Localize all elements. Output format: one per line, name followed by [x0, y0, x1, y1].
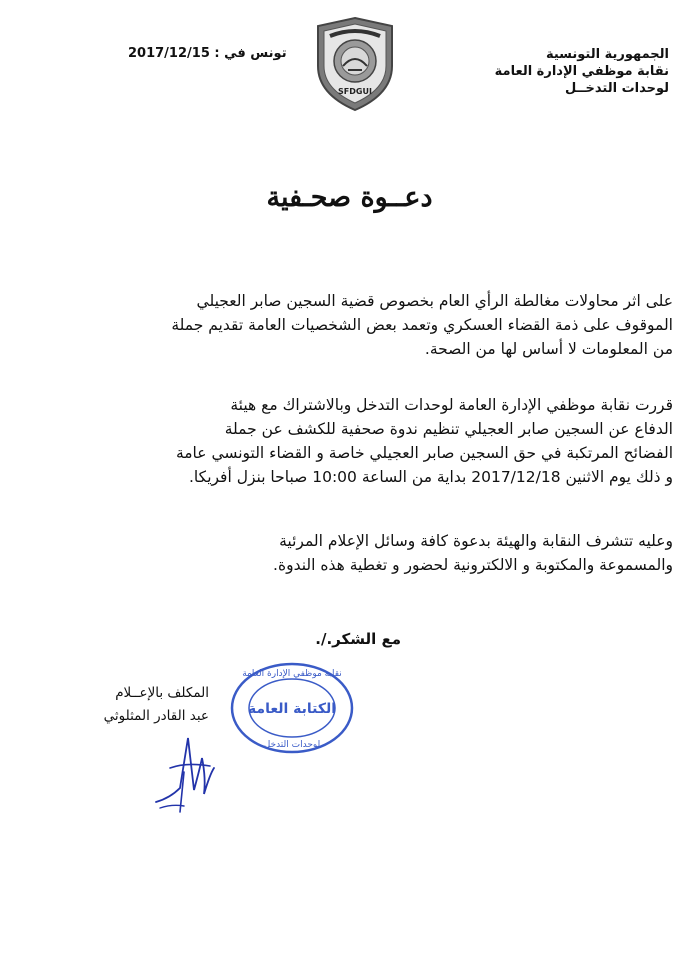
body-line: الدفاع عن السجين صابر العجيلي تنظيم ندوة صحفية للكشف عن جملة	[224, 420, 673, 438]
stamp-center-text: الكتابة العامة	[247, 701, 337, 717]
org-header	[479, 46, 669, 97]
signatory-role: المكلف بالإعــلام	[115, 685, 209, 701]
body-line: وعليه تتشرف النقابة والهيئة بدعوة كافة وسائل الإعلام المرئية	[279, 532, 673, 550]
body-paragraph-1	[76, 289, 673, 361]
body-line: قررت نقابة موظفي الإدارة العامة لوحدات التدخل وبالاشتراك مع هيئة	[230, 396, 673, 414]
org-line-units: لوحدات التدخــل	[565, 81, 669, 96]
body-line: الفضائح المرتكبة في حق السجين صابر العجيلي خاصة و القضاء التونسي عامة	[175, 444, 673, 462]
document-title: دعــوة صحـفية	[266, 182, 433, 213]
official-stamp-icon	[228, 658, 356, 758]
body-line: و ذلك يوم الاثنين 2017/12/18 بداية من الساعة 10:00 صباحا بنزل أفريكا.	[188, 468, 673, 486]
signatory-block	[104, 682, 209, 728]
stamp-bottom-text: لوحدات التدخل	[263, 740, 321, 750]
signatory-name: عبد القادر المثلوثي	[103, 708, 209, 724]
body-line: من المعلومات لا أساس لها من الصحة.	[424, 340, 673, 358]
body-line: الموقوف على ذمة القضاء العسكري وتعمد بعض الشخصيات العامة تقديم جملة	[171, 316, 673, 334]
handwritten-signature-icon	[150, 728, 220, 816]
org-line-union: نقابة موظفي الإدارة العامة	[494, 64, 669, 79]
closing-thanks: مع الشكر./.	[315, 630, 401, 648]
body-paragraph-3	[76, 529, 673, 577]
body-paragraph-2	[76, 393, 673, 489]
letter-date: تونس في : 2017/12/15	[128, 46, 287, 61]
body-line: والمسموعة والمكتوبة و الالكترونية لحضور و تغطية هذه الندوة.	[273, 556, 673, 574]
stamp-ring-text: نقابة موظفي الإدارة العامة	[242, 669, 342, 679]
union-logo-icon	[310, 14, 400, 114]
logo-caption: SFDGUI	[338, 87, 372, 96]
body-line: على اثر محاولات مغالطة الرأي العام بخصوص قضية السجين صابر العجيلي	[196, 292, 673, 310]
org-line-country: الجمهورية التونسية	[545, 47, 669, 62]
